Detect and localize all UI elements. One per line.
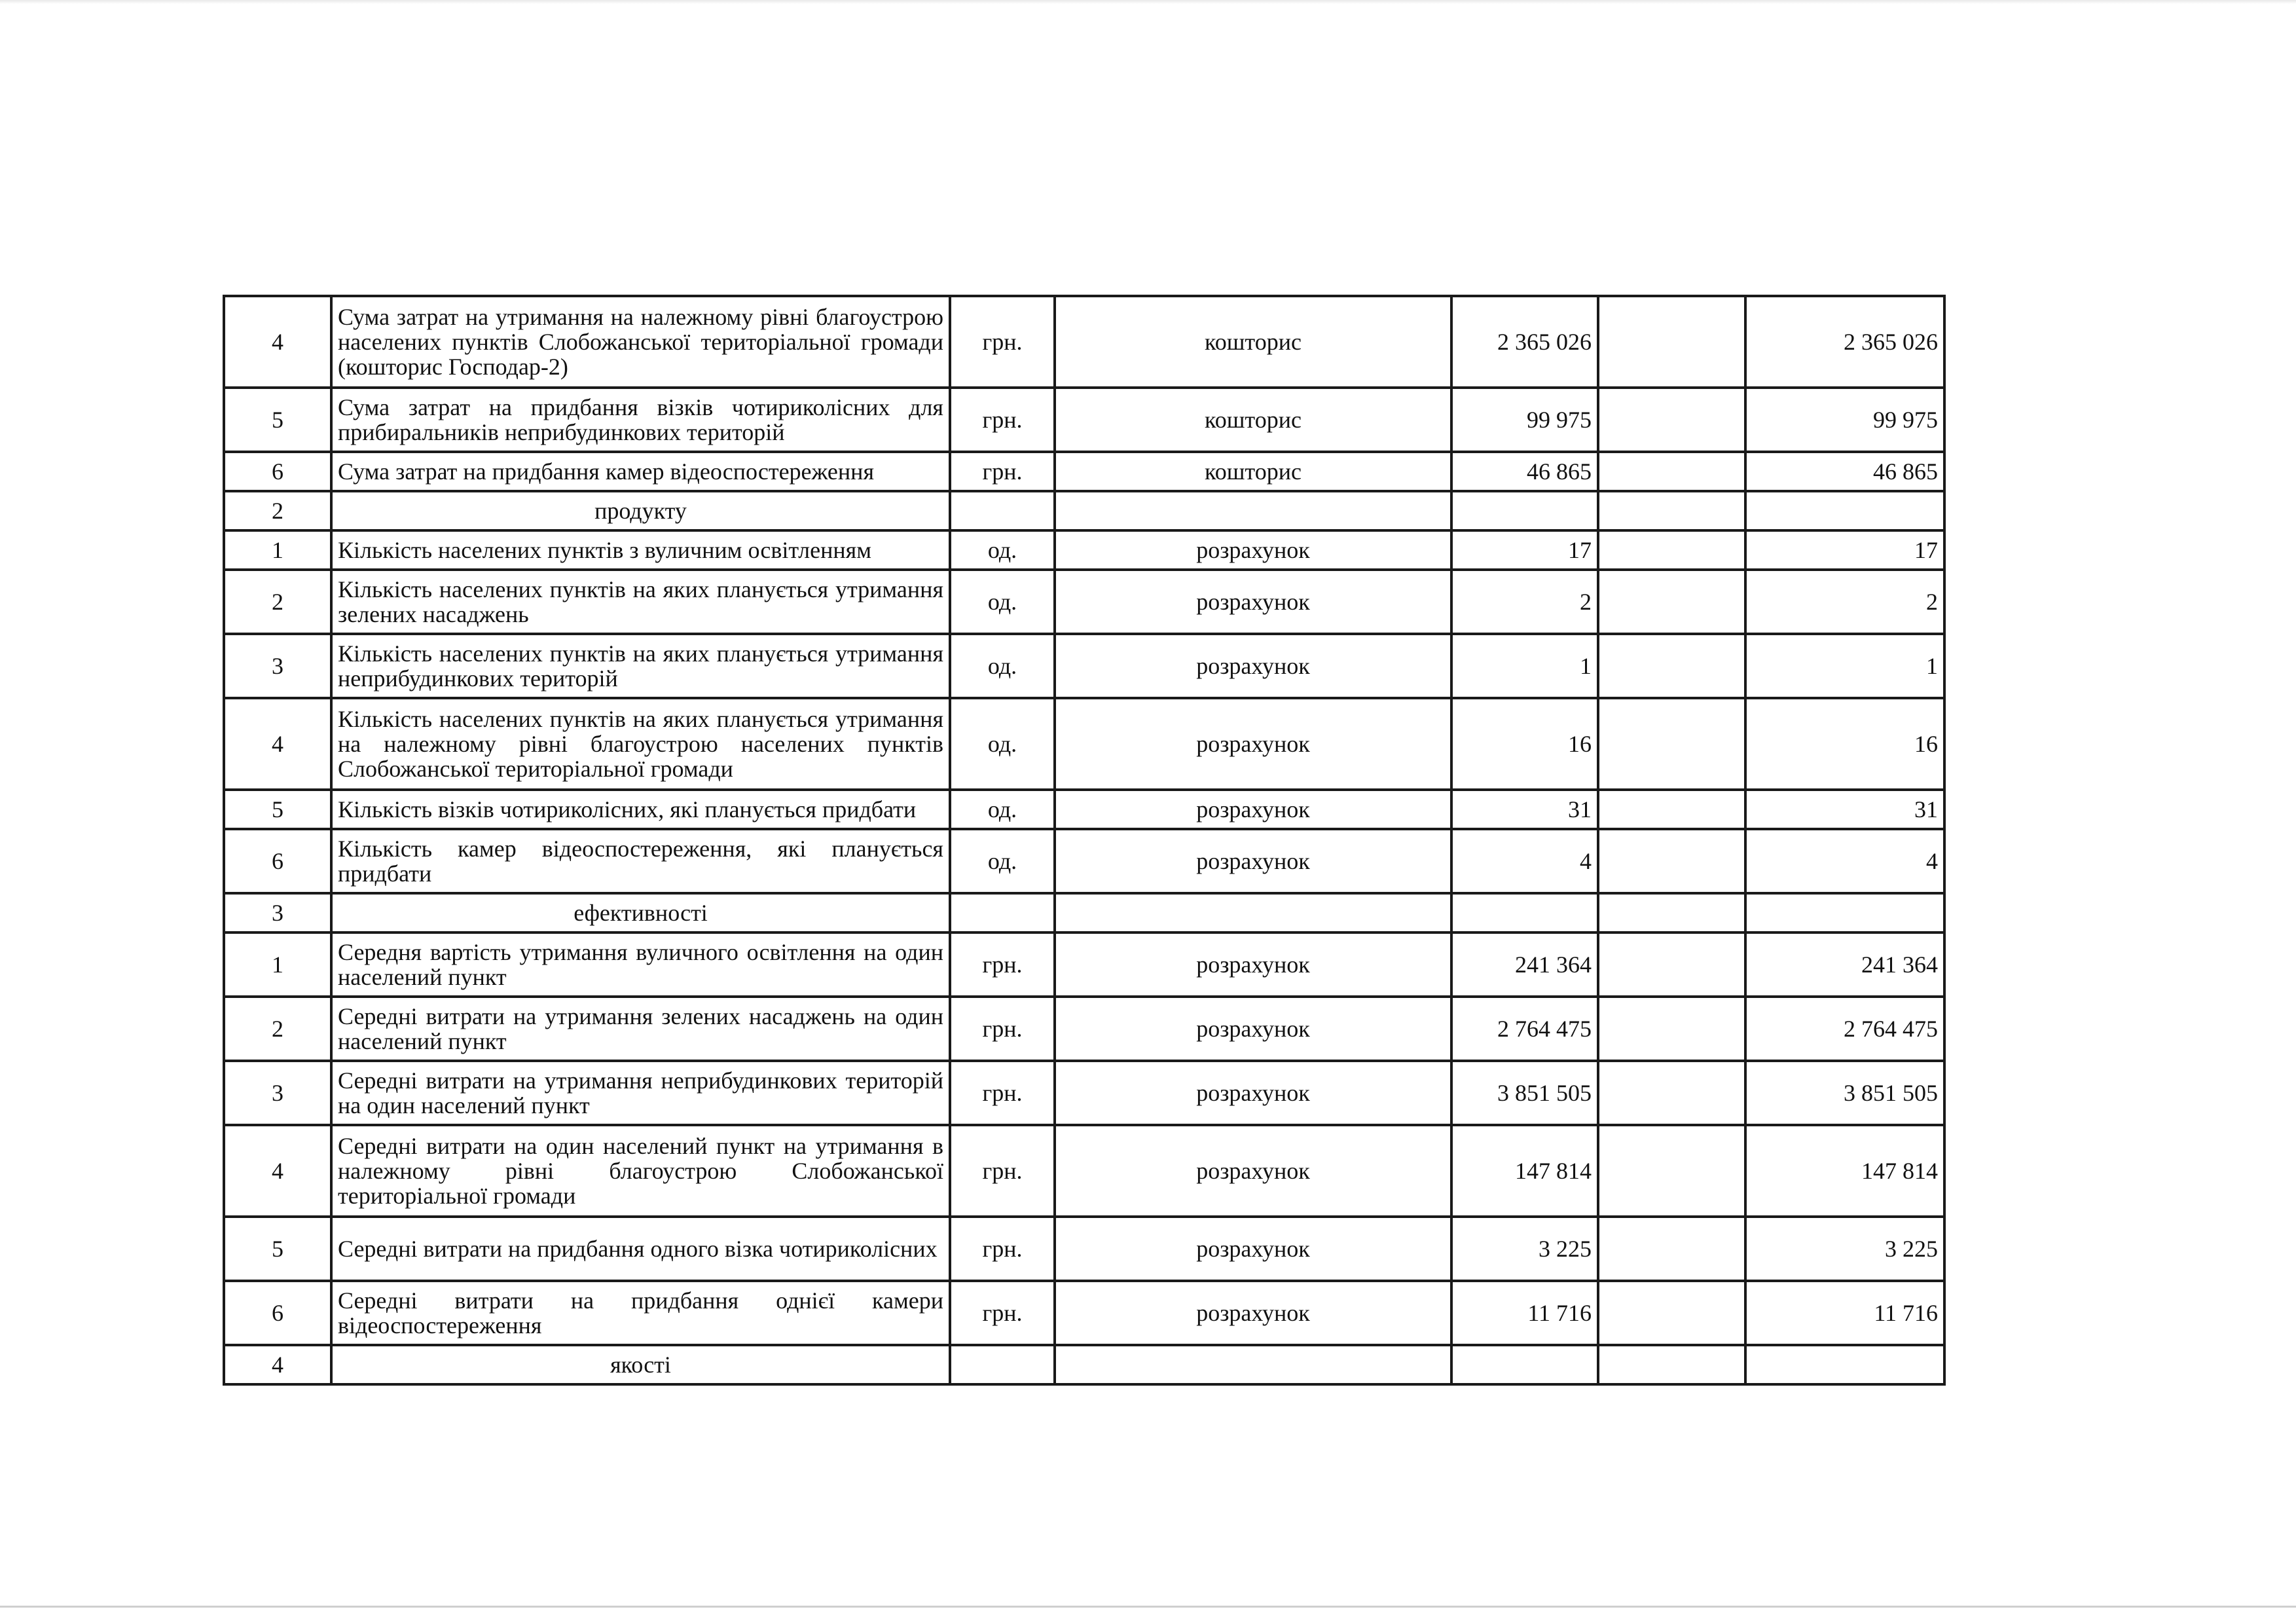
empty-cell xyxy=(1598,698,1745,790)
empty-cell xyxy=(1745,1345,1944,1384)
source-cell: кошторис xyxy=(1055,388,1451,452)
scan-bottom-edge xyxy=(0,1606,2296,1608)
row-number: 6 xyxy=(224,1281,331,1345)
row-number: 6 xyxy=(224,452,331,491)
empty-cell xyxy=(1598,296,1745,388)
row-number: 2 xyxy=(224,997,331,1061)
row-number: 3 xyxy=(224,634,331,698)
empty-cell xyxy=(1598,570,1745,634)
table-row xyxy=(224,997,1944,1061)
row-number: 4 xyxy=(224,296,331,388)
unit-cell: од. xyxy=(950,634,1055,698)
empty-cell xyxy=(1745,893,1944,932)
section-number: 4 xyxy=(224,1345,331,1384)
indicators-table-container xyxy=(223,295,1943,1386)
value-cell: 2 365 026 xyxy=(1451,296,1598,388)
section-number: 3 xyxy=(224,893,331,932)
unit-cell: грн. xyxy=(950,1125,1055,1217)
value-total-cell: 2 365 026 xyxy=(1745,296,1944,388)
table-row xyxy=(224,570,1944,634)
empty-cell xyxy=(1055,491,1451,530)
row-number: 4 xyxy=(224,1125,331,1217)
empty-cell xyxy=(1598,1061,1745,1125)
value-cell: 147 814 xyxy=(1451,1125,1598,1217)
source-cell: розрахунок xyxy=(1055,1125,1451,1217)
empty-cell xyxy=(950,491,1055,530)
unit-cell: од. xyxy=(950,790,1055,829)
empty-cell xyxy=(1745,491,1944,530)
indicator-name: Кількість населених пунктів на яких планується утримання зелених насаджень xyxy=(331,570,950,634)
value-cell: 17 xyxy=(1451,530,1598,570)
unit-cell: грн. xyxy=(950,1281,1055,1345)
value-total-cell: 4 xyxy=(1745,829,1944,893)
indicator-name: Кількість населених пунктів з вуличним освітленням xyxy=(331,530,950,570)
section-row xyxy=(224,491,1944,530)
empty-cell xyxy=(1598,634,1745,698)
section-number: 2 xyxy=(224,491,331,530)
unit-cell: грн. xyxy=(950,932,1055,997)
source-cell: розрахунок xyxy=(1055,997,1451,1061)
empty-cell xyxy=(950,1345,1055,1384)
row-number: 2 xyxy=(224,570,331,634)
indicator-name: Середні витрати на утримання зелених насаджень на один населений пункт xyxy=(331,997,950,1061)
value-cell: 4 xyxy=(1451,829,1598,893)
empty-cell xyxy=(1598,893,1745,932)
unit-cell: грн. xyxy=(950,1217,1055,1281)
table-row xyxy=(224,296,1944,388)
table-row xyxy=(224,388,1944,452)
source-cell: розрахунок xyxy=(1055,932,1451,997)
table-row xyxy=(224,634,1944,698)
indicator-name: Середні витрати на утримання неприбудинкових територій на один населений пункт xyxy=(331,1061,950,1125)
empty-cell xyxy=(1598,1217,1745,1281)
source-cell: розрахунок xyxy=(1055,790,1451,829)
source-cell: розрахунок xyxy=(1055,1061,1451,1125)
empty-cell xyxy=(1598,1125,1745,1217)
indicator-name: Середня вартість утримання вуличного освітлення на один населений пункт xyxy=(331,932,950,997)
empty-cell xyxy=(1451,1345,1598,1384)
source-cell: розрахунок xyxy=(1055,530,1451,570)
table-row xyxy=(224,932,1944,997)
table-row xyxy=(224,452,1944,491)
table-row xyxy=(224,1125,1944,1217)
empty-cell xyxy=(1598,1281,1745,1345)
unit-cell: од. xyxy=(950,829,1055,893)
empty-cell xyxy=(1598,932,1745,997)
table-row xyxy=(224,1217,1944,1281)
value-cell: 46 865 xyxy=(1451,452,1598,491)
empty-cell xyxy=(1598,829,1745,893)
value-total-cell: 2 xyxy=(1745,570,1944,634)
source-cell: розрахунок xyxy=(1055,1281,1451,1345)
source-cell: розрахунок xyxy=(1055,1217,1451,1281)
value-total-cell: 1 xyxy=(1745,634,1944,698)
row-number: 5 xyxy=(224,1217,331,1281)
unit-cell: грн. xyxy=(950,997,1055,1061)
empty-cell xyxy=(1598,452,1745,491)
value-cell: 3 225 xyxy=(1451,1217,1598,1281)
value-total-cell: 16 xyxy=(1745,698,1944,790)
unit-cell: грн. xyxy=(950,296,1055,388)
value-cell: 99 975 xyxy=(1451,388,1598,452)
source-cell: розрахунок xyxy=(1055,570,1451,634)
value-total-cell: 31 xyxy=(1745,790,1944,829)
source-cell: кошторис xyxy=(1055,452,1451,491)
table-body xyxy=(224,296,1944,1384)
indicator-name: Середні витрати на придбання одного візка чотириколісних xyxy=(331,1217,950,1281)
table-row xyxy=(224,790,1944,829)
empty-cell xyxy=(1598,530,1745,570)
indicator-name: Сума затрат на придбання візків чотириколісних для прибиральників неприбудинкових територій xyxy=(331,388,950,452)
source-cell: розрахунок xyxy=(1055,829,1451,893)
row-number: 5 xyxy=(224,790,331,829)
value-cell: 241 364 xyxy=(1451,932,1598,997)
indicator-name: Кількість камер відеоспостереження, які планується придбати xyxy=(331,829,950,893)
value-cell: 2 764 475 xyxy=(1451,997,1598,1061)
indicator-name: Середні витрати на придбання однієї камери відеоспостереження xyxy=(331,1281,950,1345)
value-cell: 16 xyxy=(1451,698,1598,790)
row-number: 5 xyxy=(224,388,331,452)
value-cell: 31 xyxy=(1451,790,1598,829)
unit-cell: од. xyxy=(950,698,1055,790)
source-cell: кошторис xyxy=(1055,296,1451,388)
row-number: 1 xyxy=(224,530,331,570)
row-number: 1 xyxy=(224,932,331,997)
empty-cell xyxy=(1451,893,1598,932)
row-number: 4 xyxy=(224,698,331,790)
indicators-table xyxy=(223,295,1946,1386)
section-title: продукту xyxy=(331,491,950,530)
row-number: 3 xyxy=(224,1061,331,1125)
empty-cell xyxy=(1598,790,1745,829)
value-total-cell: 17 xyxy=(1745,530,1944,570)
empty-cell xyxy=(1598,1345,1745,1384)
value-total-cell: 2 764 475 xyxy=(1745,997,1944,1061)
indicator-name: Кількість візків чотириколісних, які планується придбати xyxy=(331,790,950,829)
section-row xyxy=(224,1345,1944,1384)
value-total-cell: 99 975 xyxy=(1745,388,1944,452)
empty-cell xyxy=(1055,893,1451,932)
value-total-cell: 11 716 xyxy=(1745,1281,1944,1345)
source-cell: розрахунок xyxy=(1055,698,1451,790)
value-cell: 3 851 505 xyxy=(1451,1061,1598,1125)
table-row xyxy=(224,1281,1944,1345)
value-total-cell: 241 364 xyxy=(1745,932,1944,997)
table-row xyxy=(224,698,1944,790)
value-total-cell: 3 851 505 xyxy=(1745,1061,1944,1125)
section-row xyxy=(224,893,1944,932)
table-row xyxy=(224,530,1944,570)
table-row xyxy=(224,829,1944,893)
empty-cell xyxy=(1055,1345,1451,1384)
value-cell: 11 716 xyxy=(1451,1281,1598,1345)
indicator-name: Кількість населених пунктів на яких планується утримання на належному рівні благоустрою населених пунктів Слобожанської територіальної громади xyxy=(331,698,950,790)
unit-cell: грн. xyxy=(950,388,1055,452)
indicator-name: Сума затрат на придбання камер відеоспостереження xyxy=(331,452,950,491)
value-total-cell: 147 814 xyxy=(1745,1125,1944,1217)
unit-cell: грн. xyxy=(950,1061,1055,1125)
source-cell: розрахунок xyxy=(1055,634,1451,698)
unit-cell: грн. xyxy=(950,452,1055,491)
empty-cell xyxy=(1598,388,1745,452)
unit-cell: од. xyxy=(950,570,1055,634)
empty-cell xyxy=(950,893,1055,932)
empty-cell xyxy=(1598,997,1745,1061)
value-total-cell: 46 865 xyxy=(1745,452,1944,491)
indicator-name: Кількість населених пунктів на яких планується утримання неприбудинкових територій xyxy=(331,634,950,698)
empty-cell xyxy=(1451,491,1598,530)
empty-cell xyxy=(1598,491,1745,530)
section-title: якості xyxy=(331,1345,950,1384)
table-row xyxy=(224,1061,1944,1125)
unit-cell: од. xyxy=(950,530,1055,570)
section-title: ефективності xyxy=(331,893,950,932)
scan-top-edge xyxy=(0,0,2296,4)
value-cell: 1 xyxy=(1451,634,1598,698)
value-total-cell: 3 225 xyxy=(1745,1217,1944,1281)
indicator-name: Сума затрат на утримання на належному рівні благоустрою населених пунктів Слобожанської територіальної громади (кошторис Господар-2) xyxy=(331,296,950,388)
value-cell: 2 xyxy=(1451,570,1598,634)
indicator-name: Середні витрати на один населений пункт на утримання в належному рівні благоустрою Слобожанської територіальної громади xyxy=(331,1125,950,1217)
row-number: 6 xyxy=(224,829,331,893)
